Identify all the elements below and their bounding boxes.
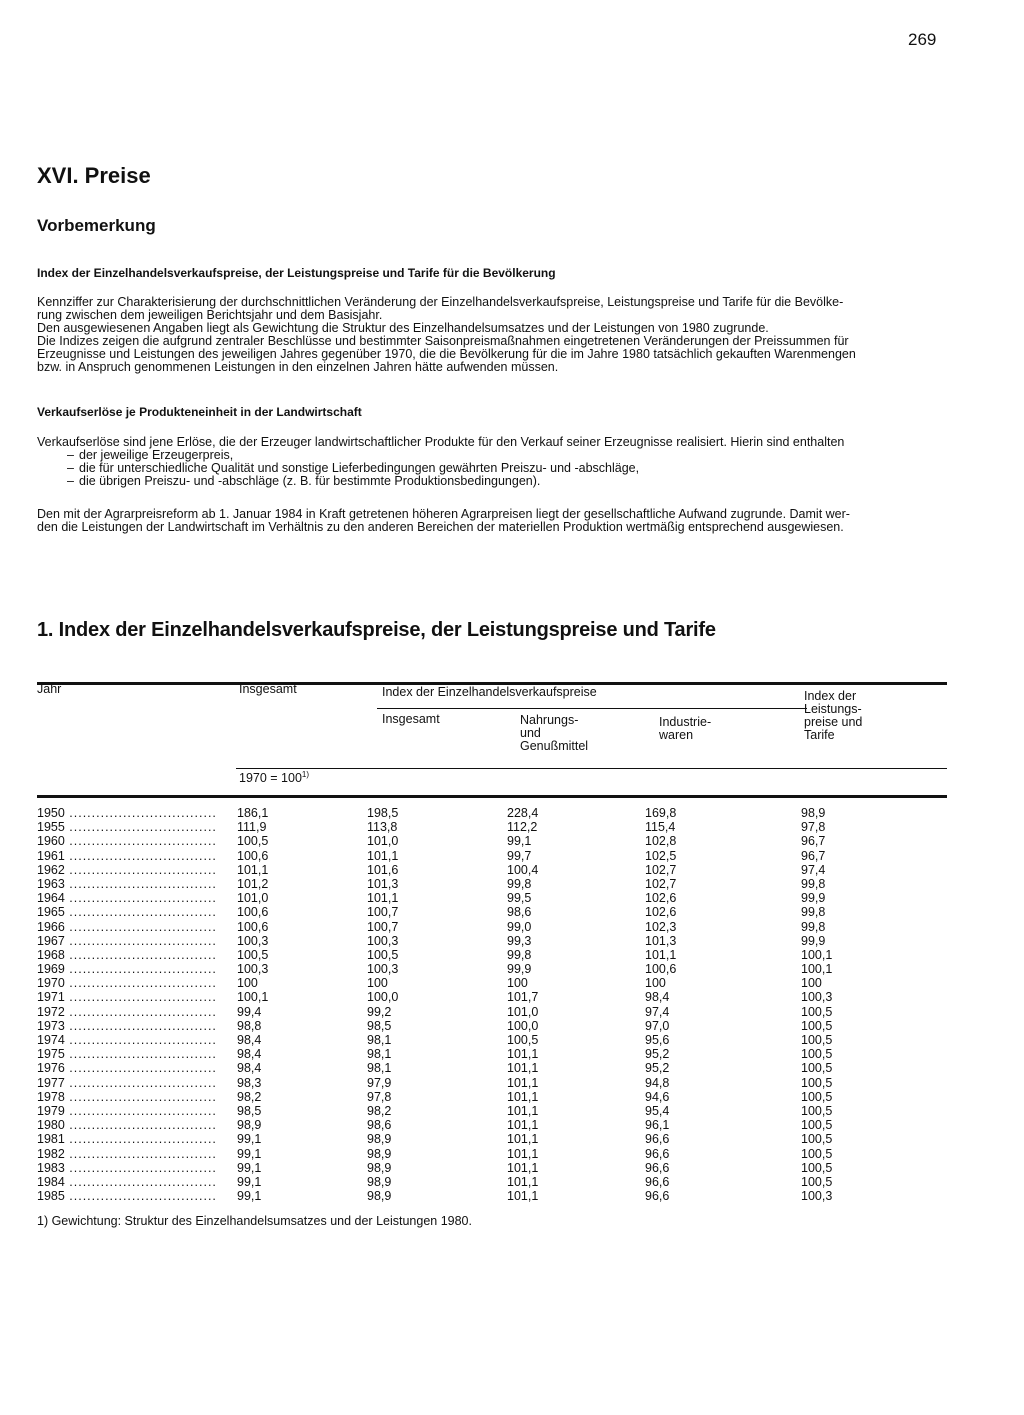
value-cell: 98,2 xyxy=(367,1103,392,1118)
value-cell: 98,3 xyxy=(237,1075,262,1090)
value-cell: 100,3 xyxy=(367,962,399,977)
value-cell: 99,8 xyxy=(801,919,826,934)
year-cell: 1981 ..... xyxy=(37,1132,217,1146)
value-cell: 100,1 xyxy=(801,947,833,962)
value-cell: 100,5 xyxy=(237,834,269,849)
value-cell: 99,8 xyxy=(801,876,826,891)
value-cell: 99,1 xyxy=(237,1189,262,1204)
value-cell: 99,1 xyxy=(237,1146,262,1161)
value-cell: 100,3 xyxy=(367,933,399,948)
value-cell: 100,3 xyxy=(237,962,269,977)
year-cell: 1983 ..... xyxy=(37,1161,217,1175)
preliminary-remarks-heading: Vorbemerkung xyxy=(37,216,156,235)
paragraph-line: Den mit der Agrarpreisreform ab 1. Januar 1984 in Kraft getretenen höheren Agrarpreisen liegt der gesellschaftliche Aufwand zugrunde. Damit wer- xyxy=(37,507,850,521)
table-row xyxy=(37,834,947,848)
value-cell: 98,9 xyxy=(367,1174,392,1189)
value-cell: 100 xyxy=(801,976,822,991)
table-row xyxy=(37,1019,947,1033)
table-title: 1. Index der Einzelhandelsverkaufspreise, der Leistungspreise und Tarife xyxy=(37,619,716,641)
value-cell: 101,1 xyxy=(507,1118,539,1133)
value-cell: 98,1 xyxy=(367,1047,392,1062)
value-cell: 111,9 xyxy=(237,820,267,835)
value-cell: 96,7 xyxy=(801,848,826,863)
value-cell: 96,6 xyxy=(645,1189,670,1204)
value-cell: 98,5 xyxy=(237,1103,262,1118)
value-cell: 99,7 xyxy=(507,848,532,863)
value-cell: 169,8 xyxy=(645,806,677,820)
value-cell: 101,3 xyxy=(367,876,399,891)
subsection-heading-agriculture: Verkaufserlöse je Produkteneinheit in der Landwirtschaft xyxy=(37,405,362,419)
value-cell: 97,9 xyxy=(367,1075,392,1090)
value-cell: 99,8 xyxy=(507,947,532,962)
value-cell: 100,6 xyxy=(645,962,677,977)
table-row xyxy=(37,976,947,990)
value-cell: 101,1 xyxy=(507,1132,539,1147)
value-cell: 101,1 xyxy=(507,1061,539,1076)
table-row xyxy=(37,962,947,976)
value-cell: 100,6 xyxy=(237,848,269,863)
year-cell: 1972 ..... xyxy=(37,1005,217,1019)
agrarian-reform-paragraph xyxy=(37,508,947,534)
value-cell: 101,6 xyxy=(367,862,399,877)
value-cell: 100,1 xyxy=(801,962,833,977)
value-cell: 101,1 xyxy=(507,1160,539,1175)
value-cell: 101,1 xyxy=(507,1047,539,1062)
value-cell: 101,1 xyxy=(645,947,677,962)
value-cell: 102,3 xyxy=(645,919,677,934)
value-cell: 96,6 xyxy=(645,1160,670,1175)
table-row xyxy=(37,1118,947,1132)
value-cell: 101,1 xyxy=(237,862,269,877)
subsection-heading-retail-index: Index der Einzelhandelsverkaufspreise, der Leistungspreise und Tarife für die Bevölkerung xyxy=(37,266,556,280)
header-retail-total: Insgesamt xyxy=(382,712,440,726)
value-cell: 100,1 xyxy=(237,990,269,1005)
value-cell: 95,6 xyxy=(645,1033,670,1047)
table-row xyxy=(37,877,947,891)
table-row xyxy=(37,1132,947,1146)
value-cell: 97,4 xyxy=(801,862,826,877)
value-cell: 228,4 xyxy=(507,806,539,820)
value-cell: 100,5 xyxy=(801,1004,833,1019)
value-cell: 100,0 xyxy=(367,990,399,1005)
value-cell: 101,0 xyxy=(507,1004,539,1019)
year-cell: 1985 ..... xyxy=(37,1189,217,1203)
value-cell: 100 xyxy=(367,976,388,991)
year-cell: 1975 ..... xyxy=(37,1047,217,1061)
table-row xyxy=(37,1033,947,1047)
agriculture-description xyxy=(37,436,947,488)
paragraph-line: rung zwischen dem jeweiligen Berichtsjahr und dem Basisjahr. xyxy=(37,308,383,322)
paragraph-line: Kennziffer zur Charakterisierung der durchschnittlichen Veränderung der Einzelhandelsverkaufspreise, Leistungspreise und Tarife für die Bevölke- xyxy=(37,295,844,309)
table-row xyxy=(37,1175,947,1189)
value-cell: 98,9 xyxy=(367,1132,392,1147)
value-cell: 100,5 xyxy=(801,1061,833,1076)
paragraph-line: den die Leistungen der Landwirtschaft im Verhältnis zu den anderen Bereichen der materiellen Produktion wertmäßig entsprechend ausgewiesen. xyxy=(37,520,844,534)
retail-index-description xyxy=(37,296,947,374)
table-footnote: 1) Gewichtung: Struktur des Einzelhandelsumsatzes und der Leistungen 1980. xyxy=(37,1214,472,1228)
year-cell: 1979 ..... xyxy=(37,1104,217,1118)
value-cell: 102,7 xyxy=(645,862,677,877)
value-cell: 100,5 xyxy=(801,1047,833,1062)
value-cell: 102,6 xyxy=(645,891,677,906)
year-cell: 1966 ..... xyxy=(37,920,217,934)
year-cell: 1982 ..... xyxy=(37,1147,217,1161)
value-cell: 100,5 xyxy=(801,1160,833,1175)
value-cell: 102,8 xyxy=(645,834,677,849)
paragraph-line: Den ausgewiesenen Angaben liegt als Gewichtung die Struktur des Einzelhandelsumsatzes und der Leistungen von 1980 zugrunde. xyxy=(37,321,769,335)
year-cell: 1964 ..... xyxy=(37,891,217,905)
value-cell: 100,5 xyxy=(237,947,269,962)
header-services: Index der Leistungs- preise und Tarife xyxy=(804,689,863,742)
value-cell: 100,6 xyxy=(237,919,269,934)
table-row xyxy=(37,920,947,934)
value-cell: 101,1 xyxy=(367,848,399,863)
value-cell: 98,1 xyxy=(367,1033,392,1047)
year-cell: 1961 ..... xyxy=(37,849,217,863)
value-cell: 100,3 xyxy=(237,933,269,948)
value-cell: 94,8 xyxy=(645,1075,670,1090)
value-cell: 97,8 xyxy=(367,1089,392,1104)
year-cell: 1971 ..... xyxy=(37,990,217,1004)
value-cell: 99,5 xyxy=(507,891,532,906)
value-cell: 96,6 xyxy=(645,1132,670,1147)
value-cell: 100,7 xyxy=(367,919,399,934)
value-cell: 100,4 xyxy=(507,862,539,877)
value-cell: 95,4 xyxy=(645,1103,670,1118)
table-row xyxy=(37,1047,947,1061)
bullet-item xyxy=(37,475,947,488)
value-cell: 100 xyxy=(645,976,666,991)
value-cell: 99,0 xyxy=(507,919,532,934)
value-cell: 99,1 xyxy=(237,1160,262,1175)
page-number: 269 xyxy=(908,30,937,49)
value-cell: 99,8 xyxy=(507,876,532,891)
value-cell: 98,6 xyxy=(367,1118,392,1133)
table-row xyxy=(37,905,947,919)
value-cell: 96,7 xyxy=(801,834,826,849)
value-cell: 98,4 xyxy=(645,990,670,1005)
value-cell: 98,9 xyxy=(237,1118,262,1133)
table-row xyxy=(37,849,947,863)
header-food: Nahrungs- und Genußmittel xyxy=(520,713,589,753)
value-cell: 100,0 xyxy=(507,1018,539,1033)
value-cell: 98,6 xyxy=(507,905,532,920)
year-cell: 1977 ..... xyxy=(37,1076,217,1090)
value-cell: 96,6 xyxy=(645,1146,670,1161)
table-row xyxy=(37,1090,947,1104)
value-cell: 101,1 xyxy=(507,1089,539,1104)
value-cell: 101,3 xyxy=(645,933,677,948)
value-cell: 100,5 xyxy=(801,1075,833,1090)
value-cell: 102,6 xyxy=(645,905,677,920)
value-cell: 100,5 xyxy=(801,1118,833,1133)
header-retail-group: Index der Einzelhandelsverkaufspreise xyxy=(382,685,597,699)
value-cell: 97,4 xyxy=(645,1004,670,1019)
year-cell: 1980 ..... xyxy=(37,1118,217,1132)
value-cell: 101,1 xyxy=(507,1174,539,1189)
table-row xyxy=(37,891,947,905)
value-cell: 101,2 xyxy=(237,876,269,891)
value-cell: 99,1 xyxy=(507,834,532,849)
year-cell: 1960 ..... xyxy=(37,834,217,848)
table-row xyxy=(37,1189,947,1203)
value-cell: 100,5 xyxy=(507,1033,539,1047)
value-cell: 101,0 xyxy=(237,891,269,906)
table-row xyxy=(37,806,947,820)
value-cell: 100 xyxy=(507,976,528,991)
paragraph-line: Erzeugnisse und Leistungen des jeweiligen Jahres gegenüber 1970, die die Bevölkerung für die im Jahre 1980 tatsächlich gekauften Warenmengen xyxy=(37,347,856,361)
value-cell: 96,6 xyxy=(645,1174,670,1189)
table-row xyxy=(37,934,947,948)
table-row xyxy=(37,863,947,877)
value-cell: 98,9 xyxy=(367,1189,392,1204)
value-cell: 101,7 xyxy=(507,990,539,1005)
value-cell: 99,8 xyxy=(801,905,826,920)
paragraph-line: Die Indizes zeigen die aufgrund zentraler Beschlüsse und bestimmter Saisonpreismaßnahmen eingetretenen Veränderungen der Preissummen für xyxy=(37,334,849,348)
value-cell: 100,5 xyxy=(367,947,399,962)
table-row xyxy=(37,1104,947,1118)
value-cell: 99,3 xyxy=(507,933,532,948)
header-base-year xyxy=(239,768,309,785)
table-row xyxy=(37,1061,947,1075)
value-cell: 98,9 xyxy=(367,1160,392,1175)
value-cell: 198,5 xyxy=(367,806,399,820)
bullet-text: die übrigen Preiszu- und -abschläge (z. B. für bestimmte Produktionsbedingungen). xyxy=(79,474,541,488)
value-cell: 95,2 xyxy=(645,1061,670,1076)
year-cell: 1955 ..... xyxy=(37,820,217,834)
paragraph-line: bzw. in Anspruch genommenen Leistungen in den einzelnen Jahren hätte aufwenden müssen. xyxy=(37,360,559,374)
table-row xyxy=(37,1161,947,1175)
paragraph-line: Verkaufserlöse sind jene Erlöse, die der Erzeuger landwirtschaftlicher Produkte für den Verkauf seiner Erzeugnisse realisiert. Hierin sind enthalten xyxy=(37,435,845,449)
value-cell: 100,5 xyxy=(801,1174,833,1189)
value-cell: 99,1 xyxy=(237,1174,262,1189)
value-cell: 101,0 xyxy=(367,834,399,849)
year-cell: 1970 ..... xyxy=(37,976,217,990)
year-cell: 1965 ..... xyxy=(37,905,217,919)
section-heading: XVI. Preise xyxy=(37,163,151,188)
value-cell: 100,7 xyxy=(367,905,399,920)
year-cell: 1976 ..... xyxy=(37,1061,217,1075)
value-cell: 97,8 xyxy=(801,820,826,835)
bullet-text: die für unterschiedliche Qualität und sonstige Lieferbedingungen gewährten Preiszu- und -abschläge, xyxy=(79,461,640,475)
table-row xyxy=(37,948,947,962)
value-cell: 100,5 xyxy=(801,1146,833,1161)
retail-group-rule xyxy=(377,708,807,709)
value-cell: 115,4 xyxy=(645,820,676,835)
value-cell: 99,9 xyxy=(507,962,532,977)
value-cell: 100,5 xyxy=(801,1033,833,1047)
value-cell: 100,5 xyxy=(801,1089,833,1104)
value-cell: 99,1 xyxy=(237,1132,262,1147)
footnote-marker: 1) xyxy=(301,770,310,779)
value-cell: 99,2 xyxy=(367,1004,392,1019)
header-bottom-rule xyxy=(37,795,947,798)
value-cell: 98,5 xyxy=(367,1018,392,1033)
year-cell: 1978 ..... xyxy=(37,1090,217,1104)
table-row xyxy=(37,1147,947,1161)
base-rule xyxy=(236,768,947,769)
year-cell: 1973 ..... xyxy=(37,1019,217,1033)
table-body xyxy=(37,806,947,1203)
value-cell: 99,4 xyxy=(237,1004,262,1019)
value-cell: 99,9 xyxy=(801,933,826,948)
year-cell: 1974 ..... xyxy=(37,1033,217,1047)
value-cell: 100 xyxy=(237,976,258,991)
year-cell: 1984 ..... xyxy=(37,1175,217,1189)
table-row xyxy=(37,820,947,834)
value-cell: 113,8 xyxy=(367,820,398,835)
year-cell: 1967 ..... xyxy=(37,934,217,948)
year-cell: 1962 ..... xyxy=(37,863,217,877)
value-cell: 102,7 xyxy=(645,876,677,891)
value-cell: 98,4 xyxy=(237,1047,262,1062)
value-cell: 98,2 xyxy=(237,1089,262,1104)
value-cell: 101,1 xyxy=(367,891,399,906)
value-cell: 100,5 xyxy=(801,1018,833,1033)
value-cell: 101,1 xyxy=(507,1075,539,1090)
header-year: Jahr xyxy=(37,682,62,696)
value-cell: 98,4 xyxy=(237,1033,262,1047)
value-cell: 100,3 xyxy=(801,990,833,1005)
value-cell: 100,5 xyxy=(801,1103,833,1118)
year-cell: 1963 ..... xyxy=(37,877,217,891)
table-row xyxy=(37,1076,947,1090)
value-cell: 98,8 xyxy=(237,1018,262,1033)
value-cell: 100,6 xyxy=(237,905,269,920)
value-cell: 94,6 xyxy=(645,1089,670,1104)
year-cell: 1969 ..... xyxy=(37,962,217,976)
value-cell: 99,9 xyxy=(801,891,826,906)
value-cell: 96,1 xyxy=(645,1118,670,1133)
value-cell: 100,5 xyxy=(801,1132,833,1147)
value-cell: 98,4 xyxy=(237,1061,262,1076)
bullet-text: der jeweilige Erzeugerpreis, xyxy=(79,448,234,462)
table-row xyxy=(37,1005,947,1019)
value-cell: 101,1 xyxy=(507,1103,539,1118)
value-cell: 98,9 xyxy=(801,806,826,820)
value-cell: 186,1 xyxy=(237,806,269,820)
base-year-label: 1970 = 100 xyxy=(239,771,302,786)
header-industrial: Industrie- waren xyxy=(659,715,712,742)
value-cell: 97,0 xyxy=(645,1018,670,1033)
value-cell: 101,1 xyxy=(507,1146,539,1161)
value-cell: 98,9 xyxy=(367,1146,392,1161)
value-cell: 98,1 xyxy=(367,1061,392,1076)
value-cell: 100,3 xyxy=(801,1189,833,1204)
year-cell: 1968 ..... xyxy=(37,948,217,962)
year-cell: 1950 ..... xyxy=(37,806,217,820)
header-total: Insgesamt xyxy=(239,682,297,696)
value-cell: 112,2 xyxy=(507,820,538,835)
table-row xyxy=(37,990,947,1004)
value-cell: 95,2 xyxy=(645,1047,670,1062)
value-cell: 102,5 xyxy=(645,848,677,863)
value-cell: 101,1 xyxy=(507,1189,539,1204)
